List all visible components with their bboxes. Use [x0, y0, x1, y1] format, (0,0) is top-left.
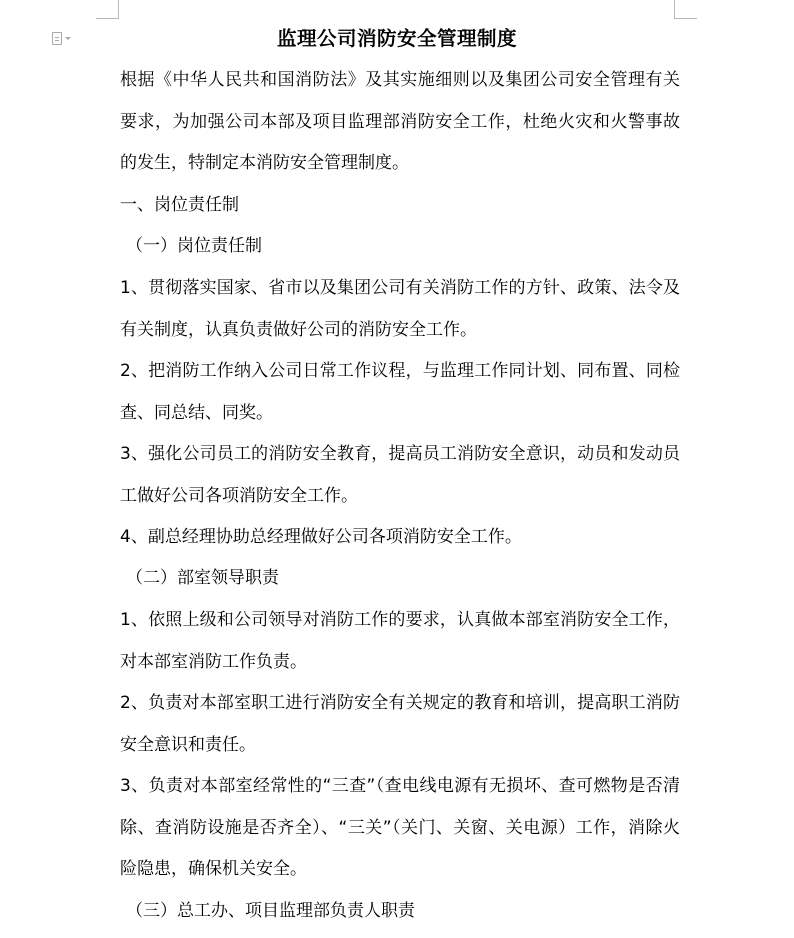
clause-paragraph: 3、强化公司员工的消防安全教育，提高员工消防安全意识，动员和发动员工做好公司各项消防安全工作。 — [120, 444, 680, 506]
clause-paragraph: 2、负责对本部室职工进行消防安全有关规定的教育和培训，提高职工消防安全意识和责任。 — [120, 693, 680, 755]
clause-paragraph: 1、依照上级和公司领导对消防工作的要求，认真做本部室消防安全工作，对本部室消防工作负责。 — [120, 610, 680, 672]
subsection-heading: （一）岗位责任制 — [126, 236, 262, 256]
crop-mark-top-left — [96, 0, 119, 19]
crop-mark-top-right — [674, 0, 697, 19]
subsection-heading: （三）总工办、项目监理部负责人职责 — [126, 901, 415, 921]
section-heading: 一、岗位责任制 — [120, 195, 239, 215]
clause-paragraph: 1、贯彻落实国家、省市以及集团公司有关消防工作的方针、政策、法令及有关制度，认真负责做好公司的消防安全工作。 — [120, 278, 680, 340]
clause-paragraph: 4、副总经理协助总经理做好公司各项消防安全工作。 — [120, 527, 522, 547]
page-title: 监理公司消防安全管理制度 — [276, 27, 517, 50]
clause-paragraph: 2、把消防工作纳入公司日常工作议程，与监理工作同计划、同布置、同检查、同总结、同奖。 — [120, 361, 680, 423]
intro-paragraph: 根据《中华人民共和国消防法》及其实施细则以及集团公司安全管理有关要求，为加强公司本部及项目监理部消防安全工作，杜绝火灾和火警事故的发生，特制定本消防安全管理制度。 — [120, 70, 680, 174]
subsection-heading: （二）部室领导职责 — [126, 568, 279, 588]
clause-paragraph: 3、负责对本部室经常性的“三查”（查电线电源有无损坏、查可燃物是否清除、查消防设施是否齐全）、“三关”（关门、关窗、关电源）工作，消除火险隐患，确保机关安全。 — [120, 776, 680, 880]
